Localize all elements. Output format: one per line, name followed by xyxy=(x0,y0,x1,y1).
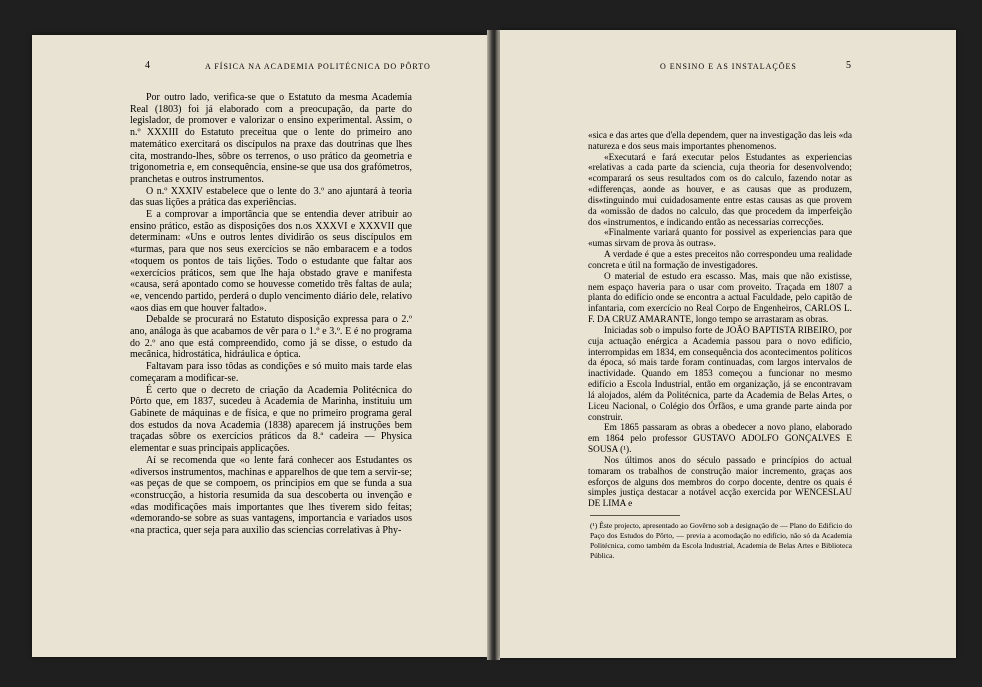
left-running-header: A FÍSICA NA ACADEMIA POLITÉCNICA DO PÔRTO xyxy=(205,62,431,71)
paragraph: O material de estudo era escasso. Mas, mais que não existisse, nem espaço haveria para o usar com proveito. Traçada em 1807 a planta do edifício onde se encontra a actual Faculdade, pelo capitão de infantaria, com exercício no Real Corpo de Engenheiros, CARLOS L. F. DA CRUZ AMARANTE, longo tempo se arrastaram as obras. xyxy=(588,271,852,326)
paragraph: Em 1865 passaram as obras a obedecer a novo plano, elaborado em 1864 pelo professor GUSTAVO ADOLFO GONÇALVES E SOUSA (¹). xyxy=(588,423,852,456)
right-page-number: 5 xyxy=(846,60,851,71)
paragraph: A verdade é que a estes preceitos não correspondeu uma realidade concreta e útil na formação de investigadores. xyxy=(588,250,852,271)
paragraph: Nos últimos anos do século passado e princípios do actual tomaram os trabalhos de construção maior incremento, graças aos esforços de alguns dos membros do corpo docente, dentre os quais é simples justiça destacar a notável acção exercida por WENCESLAU DE LIMA e xyxy=(588,455,852,510)
paragraph: Iniciadas sob o impulso forte de JOÃO BAPTISTA RIBEIRO, por cuja actuação enérgica a Academia passou para o novo edifício, interrompidas em 1834, em consequência dos acontecimentos políticos da época, só mais tarde foram continuadas, com largos intervalos de inactividade. Quando em 1853 começou a funcionar no mesmo edifício a Escola Industrial, então em organização, já se encontravam lá alojados, além da Politécnica, parte da Academia de Belas Artes, o Liceu Nacional, o Colégio dos Órfãos, e uma grande parte ainda por construir. xyxy=(588,325,852,423)
footnote-rule xyxy=(590,515,680,516)
paragraph: «sica e das artes que d'ella dependem, quer na investigação das leis «da natureza e dos seus mais importantes phenomenos. xyxy=(588,131,852,152)
paragraph: Faltavam para isso tôdas as condições e só muito mais tarde elas começaram a modificar-se. xyxy=(130,361,412,384)
right-body-text xyxy=(588,131,852,510)
paragraph: «Finalmente variará quanto for possivel as experiencias para que «umas sirvam de prova às outras». xyxy=(588,228,852,250)
paragraph: «Executará e fará executar pelos Estudantes as experiencias «relativas a cada parte da sciencia, cuja theoria for desenvolvendo; «comparará os seus resultados com os do calculo, fazendo notar as «differenças, aonde as houver, e as causas que as produzem, dis«tinguindo mui cuidadosamente entre estas causas as que provem da «omissão de dados no calculo, das que procedem da imperfeição dos «instrumentos, e indicando então as necessarias correcções. xyxy=(588,152,852,228)
paragraph: Por outro lado, verifica-se que o Estatuto da mesma Academia Real (1803) foi já elaborado com a preocupação, da parte do legislador, de promover e valorizar o ensino experimental. Assim, o n.º XXXIII do Estatuto preceitua que o lente do primeiro ano matemático exercitará os discípulos na praxe das doutrinas que lhes cita, mostrando-lhes, sôbre os terrenos, o uso prático da geometria e trigonometria e, em consequência, ensine-se que usa dos grafómetros, pranchetas e outros instrumentos. xyxy=(130,92,412,185)
left-page-number: 4 xyxy=(145,60,150,71)
paragraph: Aí se recomenda que «o lente fará conhecer aos Estudantes os «diversos instrumentos, machinas e apparelhos de que tem a servir-se; «as peças de que se compoem, os principios em que se funda a sua «construcção, a historia resumida da sua descoberta ou invenção e «das modificações mais importantes que lhes tiverem sido feitas; «demorando-se sobre as suas vantagens, importancia e variados usos «na practica, quer seja para auxilio das sciencias correlativas à Phy- xyxy=(130,454,412,537)
book-gutter xyxy=(487,30,500,660)
paragraph: É certo que o decreto de criação da Academia Politécnica do Pôrto que, em 1837, sucedeu à Academia de Marinha, instituiu um Gabinete de máquinas e de física, e que no primeiro programa geral dos estudos da nova Academia (1838) aparecem já instruções bem traçadas sôbre os exercícios práticos da 8.ª cadeira — Physica elementar e suas principais applicações. xyxy=(130,384,412,455)
right-running-header: O ENSINO E AS INSTALAÇÕES xyxy=(660,62,797,71)
paragraph: Debalde se procurará no Estatuto disposição expressa para o 2.º ano, análoga às que acabamos de vêr para o 1.º e 3.º. E é no programa do 2.º ano que está compreendido, como já se disse, o estudo da mecânica, hidrostática, hidráulica e óptica. xyxy=(130,314,412,361)
paragraph: O n.º XXXIV estabelece que o lente do 3.º ano ajuntará à teoria das suas lições a prática das experiências. xyxy=(130,185,412,209)
left-body-text xyxy=(130,92,412,537)
footnote: (¹) Êste projecto, apresentado ao Govêrno sob a designação de — Plano do Edificio do Paço dos Estudos do Pôrto, — previa a acomodação no edifício, não só da Academia Politécnica, como também da Escola Industrial, Academia de Belas Artes e Biblioteca Pública. xyxy=(590,521,852,560)
paragraph: E a comprovar a importância que se entendia dever atribuir ao ensino prático, estão as disposições dos n.os XXXVI e XXXVII que determinam: «Uns e outros lentes dividirão os seus discípulos em «turmas, para que nos seus exercícios se não embaracem e a todos «toquem os pontos de tais lições. Todo o estudante que faltar aos «exercícios práticos, sem que lhe haja obstado grave e manifesta «causa, será apontado como se houvesse cometido três faltas de aula; «e, vencendo partido, perderá o duplo vencimento diário dele, relativo «aos dias em que houver faltado». xyxy=(130,209,412,314)
